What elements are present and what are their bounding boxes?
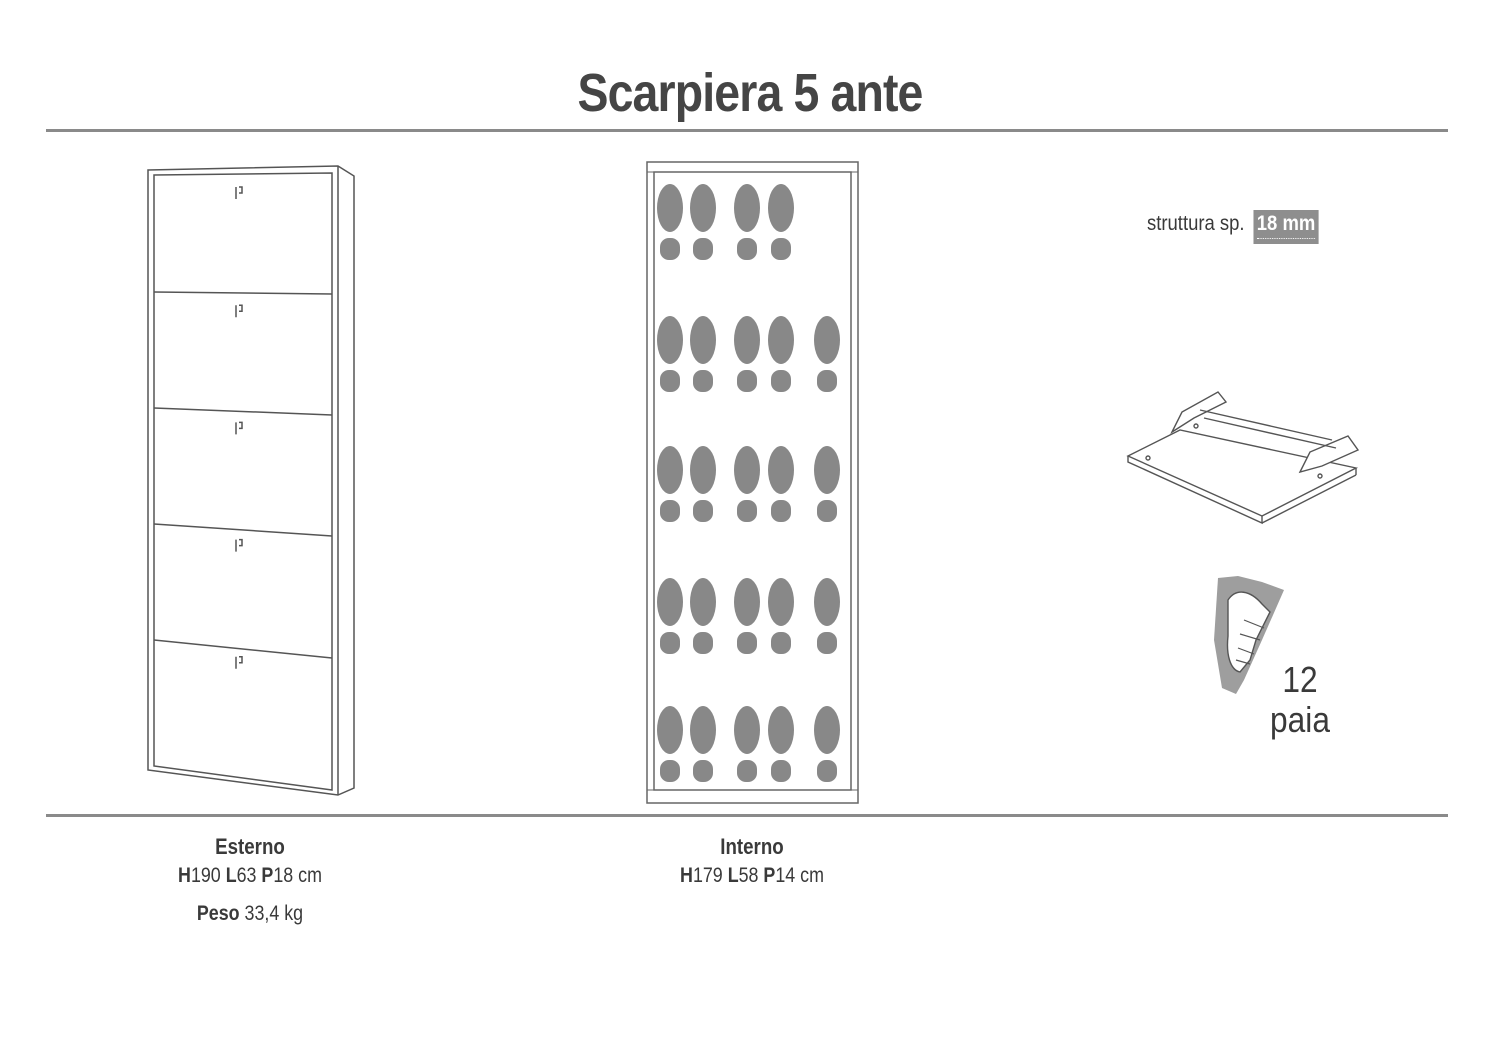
- structure-thickness-badge: 18 mm: [1253, 210, 1319, 244]
- shoe-print-icon: [734, 446, 760, 522]
- shoe-print-icon: [690, 184, 716, 260]
- door-handle-icon: [236, 305, 242, 317]
- internal-heading: Interno: [720, 834, 784, 859]
- shoe-print-icon: [734, 578, 760, 654]
- door-divider: [154, 524, 332, 536]
- shoe-print-icon: [734, 706, 760, 782]
- shoe-print-icon: [657, 184, 683, 260]
- shoe-print-icon: [768, 578, 794, 654]
- shoe-print-icon: [814, 446, 840, 522]
- internal-dims-line: H179 L58 P14 cm: [680, 864, 824, 887]
- cabinet-front-drawing: [148, 166, 354, 795]
- shoe-print-icon: [768, 706, 794, 782]
- door-handle-icon: [236, 422, 242, 434]
- shoe-print-icon: [657, 578, 683, 654]
- door-handle-icon: [236, 187, 242, 199]
- door-handle-icon: [236, 540, 242, 552]
- shoe-print-icon: [768, 446, 794, 522]
- door-handle-icon: [236, 657, 242, 669]
- external-heading: Esterno: [215, 834, 285, 859]
- shoe-print-icon: [690, 578, 716, 654]
- shoe-print-icon: [657, 706, 683, 782]
- internal-dimensions: [660, 834, 844, 888]
- shoe-print-icon: [768, 184, 794, 260]
- capacity: [1267, 660, 1334, 740]
- structure-label: struttura sp.: [1147, 212, 1245, 235]
- shoe-rack-tray-drawing: [1128, 392, 1358, 523]
- shoe-print-icon: [690, 706, 716, 782]
- external-dimensions: [150, 834, 350, 926]
- shoe-print-icon: [814, 578, 840, 654]
- structure-thickness: [1147, 210, 1319, 244]
- door-divider: [154, 292, 332, 294]
- capacity-count: 12: [1282, 659, 1318, 700]
- shoe-print-icon: [814, 316, 840, 392]
- shoe-print-icon: [657, 446, 683, 522]
- shoe-print-icon: [690, 446, 716, 522]
- capacity-unit: paia: [1270, 699, 1330, 740]
- shoe-print-icon: [690, 316, 716, 392]
- door-divider: [154, 408, 332, 415]
- shoe-print-icon: [768, 316, 794, 392]
- page-title: Scarpiera 5 ante: [577, 63, 923, 123]
- shoe-print-icon: [734, 316, 760, 392]
- shoe-print-icon: [814, 706, 840, 782]
- shoe-print-icon: [734, 184, 760, 260]
- shoe-print-icon: [657, 316, 683, 392]
- cabinet-interior-drawing: [647, 162, 858, 803]
- external-dims-line: H190 L63 P18 cm: [178, 864, 322, 887]
- external-weight: Peso 33,4 kg: [196, 902, 304, 925]
- door-divider: [154, 640, 332, 658]
